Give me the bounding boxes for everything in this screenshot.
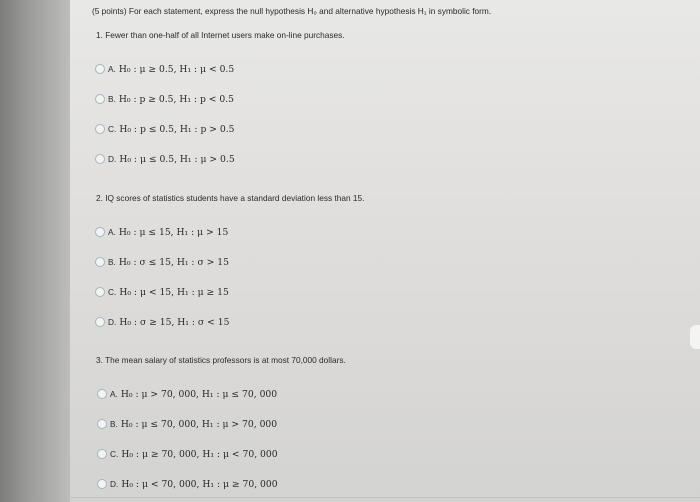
instructions-heading: (5 points) For each statement, express the null hypothesis H₀ and alternative hypothesis H₁ in symbolic form.	[92, 6, 492, 16]
option-expression: H₀ : μ > 70, 000, H₁ : μ ≤ 70, 000	[120, 388, 278, 400]
option-expression: H₀ : μ < 70, 000, H₁ : μ ≥ 70, 000	[121, 478, 278, 490]
q1-option-d[interactable]	[95, 152, 235, 166]
radio-button[interactable]	[95, 317, 105, 327]
q3-option-a[interactable]	[97, 387, 277, 401]
option-letter: C.	[108, 124, 117, 134]
q3-option-b[interactable]	[97, 417, 277, 431]
option-letter: B.	[110, 419, 118, 429]
option-letter: C.	[110, 449, 119, 459]
radio-button[interactable]	[95, 287, 105, 297]
option-letter: D.	[108, 317, 117, 327]
option-letter: A.	[110, 389, 118, 399]
option-expression: H₀ : μ ≤ 0.5, H₁ : μ > 0.5	[119, 153, 235, 165]
q2-option-b[interactable]	[95, 255, 229, 269]
radio-button[interactable]	[95, 94, 105, 104]
radio-button[interactable]	[95, 257, 105, 267]
q2-option-a[interactable]	[95, 225, 228, 239]
q3-option-c[interactable]	[97, 447, 278, 461]
q3-option-d[interactable]	[97, 477, 278, 491]
side-tab[interactable]	[690, 325, 700, 349]
option-expression: H₀ : μ ≥ 70, 000, H₁ : μ < 70, 000	[121, 448, 278, 460]
option-letter: A.	[108, 64, 116, 74]
option-letter: B.	[108, 94, 116, 104]
radio-button[interactable]	[97, 419, 107, 429]
question-1-text: 1. Fewer than one-half of all Internet users make on-line purchases.	[96, 30, 345, 40]
option-letter: A.	[108, 227, 116, 237]
question-3-text: 3. The mean salary of statistics professors is at most 70,000 dollars.	[96, 355, 346, 365]
radio-button[interactable]	[95, 124, 105, 134]
option-expression: H₀ : μ < 15, H₁ : μ ≥ 15	[119, 286, 229, 298]
option-expression: H₀ : σ ≥ 15, H₁ : σ < 15	[119, 316, 230, 328]
option-expression: H₀ : μ ≥ 0.5, H₁ : μ < 0.5	[118, 63, 235, 75]
q1-option-a[interactable]	[95, 62, 234, 76]
q1-option-c[interactable]	[95, 122, 234, 136]
question-2-text: 2. IQ scores of statistics students have a standard deviation less than 15.	[96, 193, 365, 203]
option-letter: D.	[110, 479, 119, 489]
option-expression: H₀ : p ≥ 0.5, H₁ : p < 0.5	[118, 93, 235, 105]
option-letter: D.	[108, 154, 117, 164]
radio-button[interactable]	[95, 227, 105, 237]
left-background	[0, 0, 70, 502]
option-letter: C.	[108, 287, 117, 297]
q2-option-c[interactable]	[95, 285, 229, 299]
bottom-rule	[70, 497, 700, 498]
radio-button[interactable]	[95, 64, 105, 74]
q2-option-d[interactable]	[95, 315, 229, 329]
option-expression: H₀ : p ≤ 0.5, H₁ : p > 0.5	[119, 123, 235, 135]
q1-option-b[interactable]	[95, 92, 234, 106]
option-expression: H₀ : μ ≤ 70, 000, H₁ : μ > 70, 000	[120, 418, 278, 430]
option-letter: B.	[108, 257, 116, 267]
radio-button[interactable]	[97, 479, 107, 489]
radio-button[interactable]	[97, 449, 107, 459]
radio-button[interactable]	[95, 154, 105, 164]
option-expression: H₀ : μ ≤ 15, H₁ : μ > 15	[118, 226, 229, 238]
radio-button[interactable]	[97, 389, 107, 399]
option-expression: H₀ : σ ≤ 15, H₁ : σ > 15	[118, 256, 229, 268]
